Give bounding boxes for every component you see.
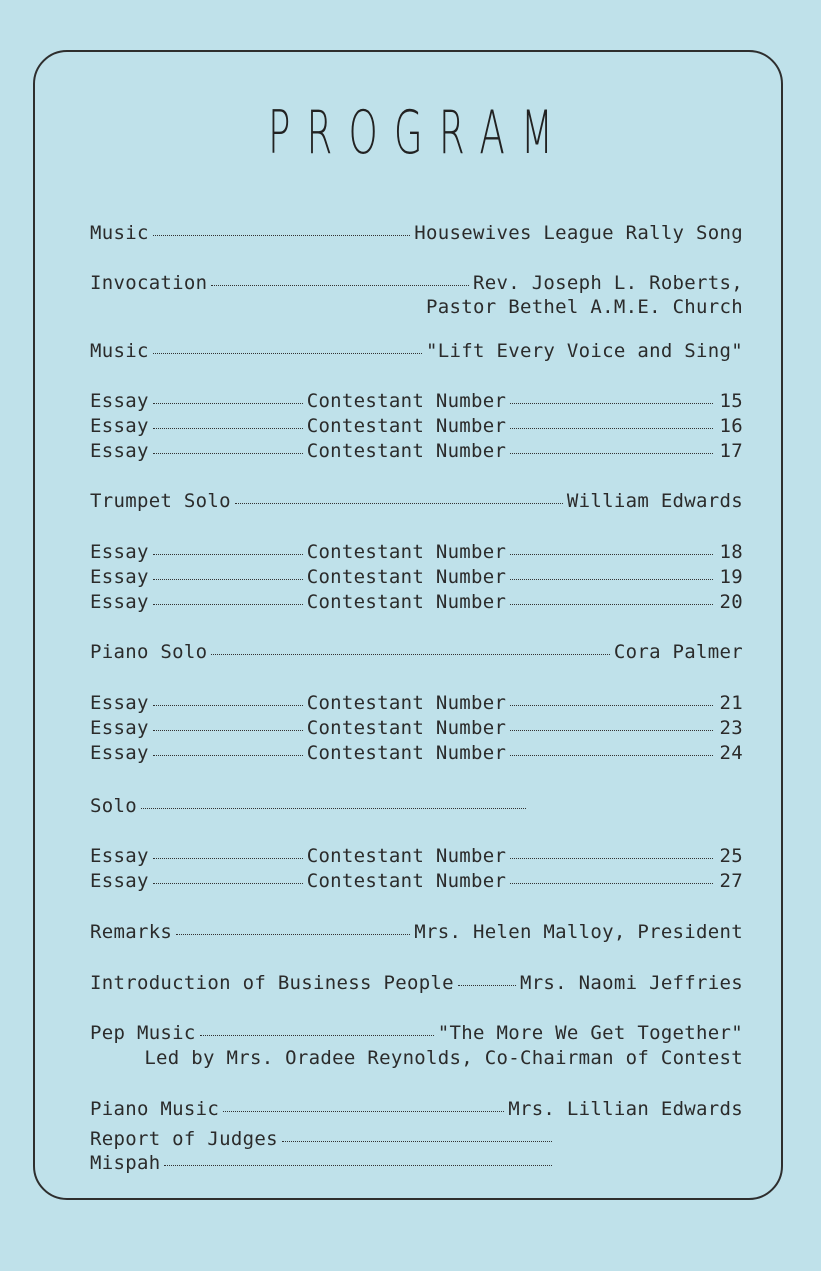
- leader-dots: [164, 1165, 552, 1166]
- item-label: Report of Judges: [90, 1128, 278, 1150]
- item-label: Piano Solo: [90, 641, 208, 663]
- item-middle: Contestant Number: [306, 566, 507, 588]
- item-value: Mrs. Helen Malloy, President: [414, 921, 743, 943]
- item-middle: Contestant Number: [306, 870, 507, 892]
- item-middle: Contestant Number: [306, 390, 507, 412]
- leader-dots: [510, 883, 713, 884]
- program-item-piano-solo: [90, 641, 743, 663]
- item-label: Essay: [90, 845, 149, 867]
- program-item-report-of-judges: [90, 1128, 556, 1150]
- essay-row: [90, 591, 743, 613]
- contestant-number: 20: [719, 591, 743, 613]
- program-item-music: [90, 222, 743, 244]
- item-label: Essay: [90, 870, 149, 892]
- leader-dots: [141, 808, 526, 809]
- item-value: Mrs. Lillian Edwards: [508, 1098, 743, 1120]
- item-label: Remarks: [90, 921, 173, 943]
- item-label: Music: [90, 222, 149, 244]
- program-item-remarks: [90, 921, 743, 943]
- contestant-number: 23: [719, 717, 743, 739]
- leader-dots: [153, 730, 303, 731]
- leader-dots: [153, 453, 303, 454]
- leader-dots: [153, 604, 303, 605]
- leader-dots: [510, 428, 713, 429]
- item-label: Mispah: [90, 1152, 161, 1174]
- item-label: Essay: [90, 415, 149, 437]
- item-value: Mrs. Naomi Jeffries: [519, 972, 743, 994]
- leader-dots: [510, 579, 713, 580]
- item-middle: Contestant Number: [306, 415, 507, 437]
- program-item-invocation: [90, 272, 743, 294]
- leader-dots: [510, 604, 713, 605]
- leader-dots: [235, 503, 563, 504]
- leader-dots: [510, 858, 713, 859]
- page-title: PROGRAM: [267, 98, 570, 168]
- item-label: Essay: [90, 440, 149, 462]
- leader-dots: [510, 755, 713, 756]
- pep-music-subline: Led by Mrs. Oradee Reynolds, Co-Chairman of Contest: [144, 1047, 743, 1069]
- leader-dots: [153, 403, 303, 404]
- essay-row: [90, 692, 743, 714]
- program-item-trumpet-solo: [90, 490, 743, 512]
- leader-dots: [223, 1111, 504, 1112]
- item-value: Housewives League Rally Song: [414, 222, 743, 244]
- leader-dots: [200, 1035, 434, 1036]
- leader-dots: [510, 730, 713, 731]
- item-value: "The More We Get Together": [437, 1022, 743, 1044]
- item-label: Introduction of Business People: [90, 972, 454, 994]
- leader-dots: [510, 453, 713, 454]
- leader-dots: [153, 858, 303, 859]
- item-label: Essay: [90, 717, 149, 739]
- leader-dots: [153, 705, 303, 706]
- item-label: Essay: [90, 591, 149, 613]
- contestant-number: 18: [719, 541, 743, 563]
- leader-dots: [153, 428, 303, 429]
- item-label: Essay: [90, 390, 149, 412]
- leader-dots: [282, 1141, 552, 1142]
- item-middle: Contestant Number: [306, 541, 507, 563]
- item-value: "Lift Every Voice and Sing": [426, 340, 743, 362]
- item-label: Music: [90, 340, 149, 362]
- item-label: Essay: [90, 541, 149, 563]
- item-label: Invocation: [90, 272, 208, 294]
- contestant-number: 27: [719, 870, 743, 892]
- contestant-number: 19: [719, 566, 743, 588]
- leader-dots: [510, 705, 713, 706]
- item-label: Essay: [90, 566, 149, 588]
- essay-row: [90, 440, 743, 462]
- contestant-number: 17: [719, 440, 743, 462]
- program-item-music-2: [90, 340, 743, 362]
- item-value: William Edwards: [566, 490, 743, 512]
- leader-dots: [458, 985, 516, 986]
- leader-dots: [153, 353, 422, 354]
- leader-dots: [153, 579, 303, 580]
- leader-dots: [211, 285, 469, 286]
- essay-row: [90, 390, 743, 412]
- essay-row: [90, 742, 743, 764]
- item-middle: Contestant Number: [306, 591, 507, 613]
- item-label: Piano Music: [90, 1098, 220, 1120]
- item-middle: Contestant Number: [306, 742, 507, 764]
- program-item-mispah: [90, 1152, 556, 1174]
- leader-dots: [153, 235, 411, 236]
- program-item-pep-music: [90, 1022, 743, 1044]
- item-middle: Contestant Number: [306, 692, 507, 714]
- contestant-number: 24: [719, 742, 743, 764]
- leader-dots: [153, 554, 303, 555]
- item-value: Cora Palmer: [613, 641, 743, 663]
- contestant-number: 21: [719, 692, 743, 714]
- item-middle: Contestant Number: [306, 845, 507, 867]
- contestant-number: 25: [719, 845, 743, 867]
- item-label: Solo: [90, 795, 137, 817]
- program-item-solo: [90, 795, 530, 817]
- program-item-introduction: [90, 972, 743, 994]
- contestant-number: 15: [719, 390, 743, 412]
- item-label: Essay: [90, 742, 149, 764]
- essay-row: [90, 566, 743, 588]
- item-label: Trumpet Solo: [90, 490, 231, 512]
- leader-dots: [510, 403, 713, 404]
- contestant-number: 16: [719, 415, 743, 437]
- item-middle: Contestant Number: [306, 440, 507, 462]
- essay-row: [90, 415, 743, 437]
- leader-dots: [153, 883, 303, 884]
- item-label: Essay: [90, 692, 149, 714]
- essay-row: [90, 717, 743, 739]
- essay-row: [90, 845, 743, 867]
- essay-row: [90, 541, 743, 563]
- leader-dots: [510, 554, 713, 555]
- leader-dots: [211, 654, 609, 655]
- essay-row: [90, 870, 743, 892]
- invocation-subline: Pastor Bethel A.M.E. Church: [426, 296, 743, 318]
- leader-dots: [176, 934, 410, 935]
- item-label: Pep Music: [90, 1022, 196, 1044]
- leader-dots: [153, 755, 303, 756]
- item-middle: Contestant Number: [306, 717, 507, 739]
- item-value: Rev. Joseph L. Roberts,: [473, 272, 743, 294]
- program-item-piano-music: [90, 1098, 743, 1120]
